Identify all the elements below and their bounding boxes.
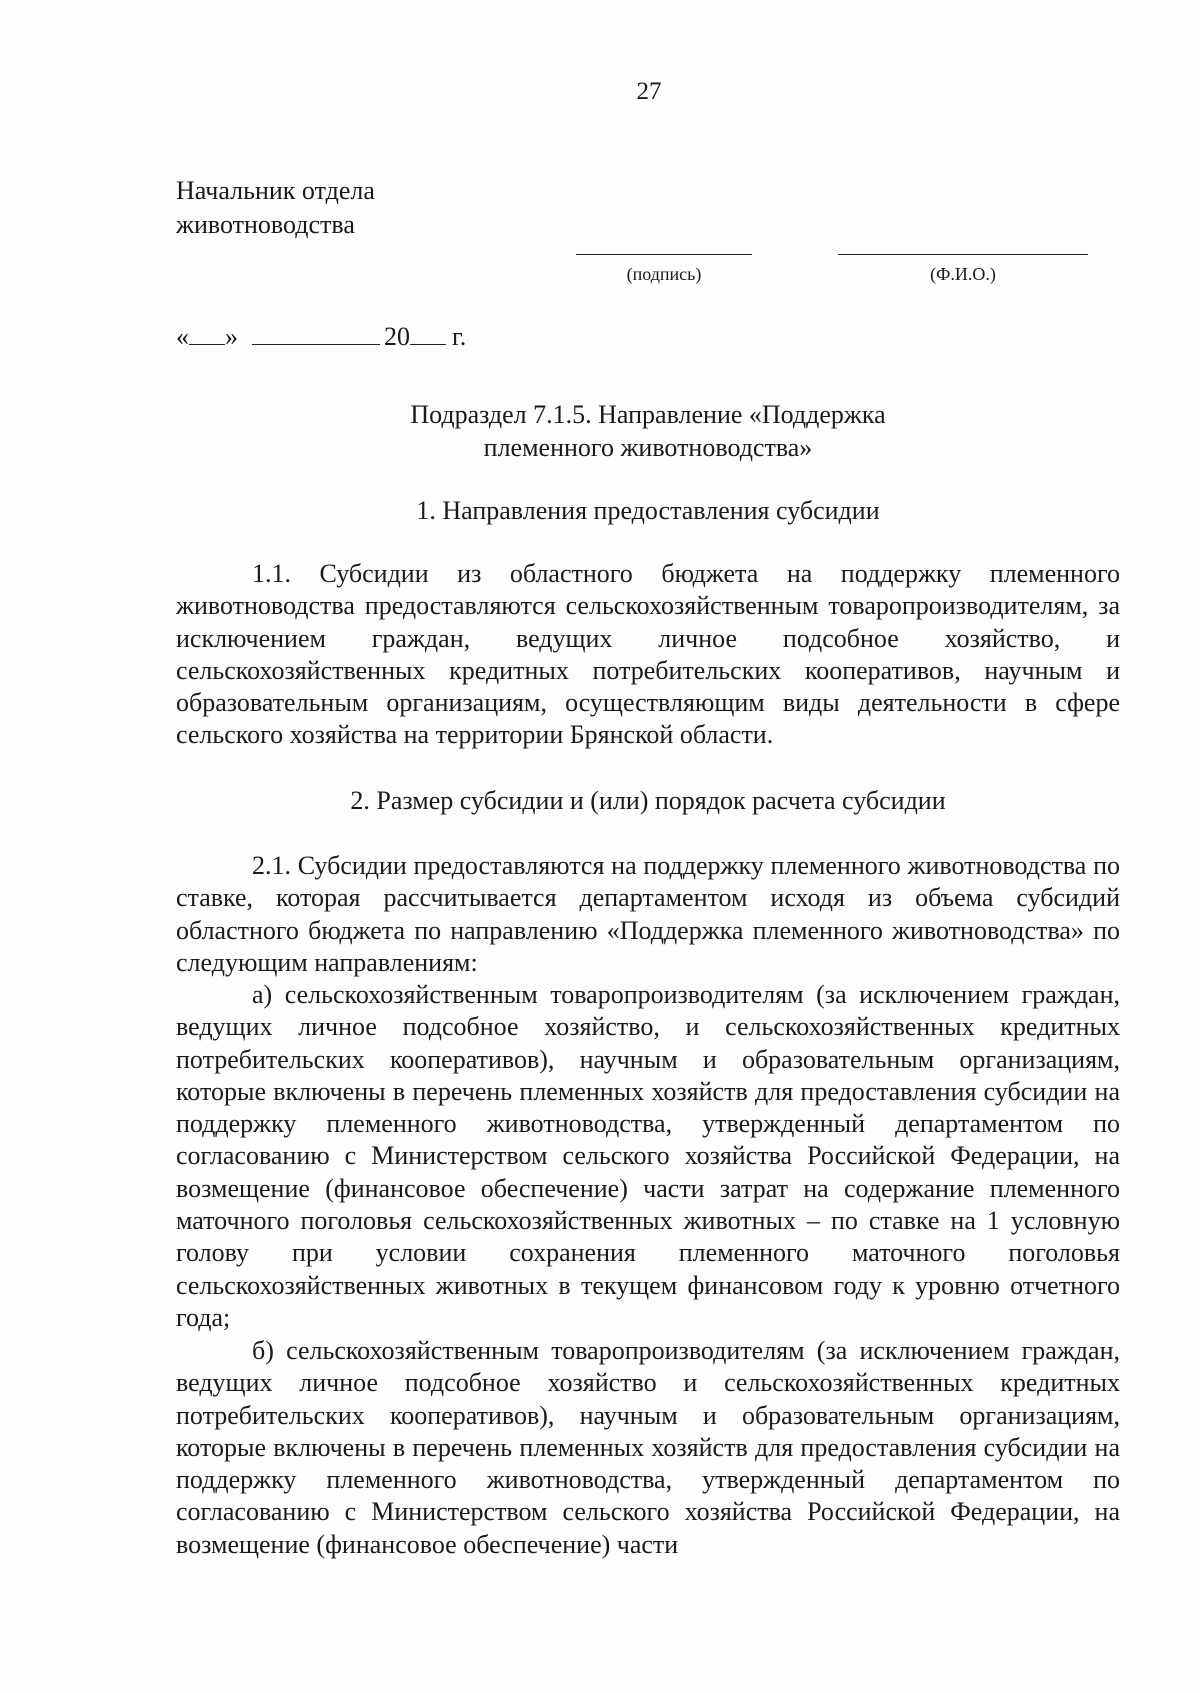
- fio-caption: (Ф.И.О.): [930, 264, 996, 284]
- section-2-heading: 2. Размер субсидии и (или) порядок расчета субсидии: [350, 786, 946, 815]
- subsection-title: [176, 398, 1120, 464]
- date-line: [176, 320, 466, 354]
- position-line-2: животноводства: [176, 210, 355, 239]
- subsection-title-line-2: племенного животноводства»: [483, 433, 813, 462]
- paragraph-2-1: 2.1. Субсидии предоставляются на поддержку племенного животноводства по ставке, которая рассчитывается департаментом исходя из объема субсидий областного бюджета по направлению «Поддержка племенного животноводства» по следующим направлениям:: [176, 851, 1120, 977]
- page-number: 27: [636, 78, 662, 105]
- fio-line: [838, 254, 1088, 255]
- date-open-quote: «: [176, 322, 189, 351]
- signatory-position: [176, 174, 375, 242]
- signature-caption: (подпись): [626, 264, 702, 284]
- date-year-prefix: 20: [384, 322, 410, 351]
- paragraph-1-1: 1.1. Субсидии из областного бюджета на поддержку племенного животноводства предоставляются сельскохозяйственным товаропроизводителям, за исключением граждан, ведущих личное подсобное хозяйство, и сельскохозяйственных кредитных потребительских кооперативов, научным и образовательным организациям, осуществляющим виды деятельности в сфере сельского хозяйства на территории Брянской области.: [176, 559, 1120, 750]
- position-line-1: Начальник отдела: [176, 176, 375, 205]
- date-year-suffix: г.: [452, 322, 467, 351]
- paragraph-2-1-a: а) сельскохозяйственным товаропроизводителям (за исключением граждан, ведущих личное подсобное хозяйство, и сельскохозяйственных кредитных потребительских кооперативов), научным и образовательным организациям, которые включены в перечень племенных хозяйств для предоставления субсидии на поддержку племенного животноводства, утвержденный департаментом по согласованию с Министерством сельского хозяйства Российской Федерации, на возмещение (финансовое обеспечение) части затрат на содержание племенного маточного поголовья сельскохозяйственных животных – по ставке на 1 условную голову при условии сохранения племенного маточного поголовья сельскохозяйственных животных в текущем финансовом году к уровню отчетного года;: [176, 980, 1120, 1332]
- section-1-heading: 1. Направления предоставления субсидии: [416, 496, 880, 525]
- paragraph-2-1-b: б) сельскохозяйственным товаропроизводителям (за исключением граждан, ведущих личное подсобное хозяйство и сельскохозяйственных кредитных потребительских кооперативов), научным и образовательным организациям, которые включены в перечень племенных хозяйств для предоставления субсидии на поддержку племенного животноводства, утвержденный департаментом по согласованию с Министерством сельского хозяйства Российской Федерации, на возмещение (финансовое обеспечение) части: [176, 1336, 1120, 1559]
- date-month-blank: [252, 322, 380, 345]
- subsection-title-line-1: Подраздел 7.1.5. Направление «Поддержка: [410, 400, 886, 429]
- signature-line: [576, 254, 752, 255]
- date-day-blank: [189, 322, 225, 345]
- date-year-blank: [410, 322, 446, 345]
- date-close-quote: »: [225, 322, 238, 351]
